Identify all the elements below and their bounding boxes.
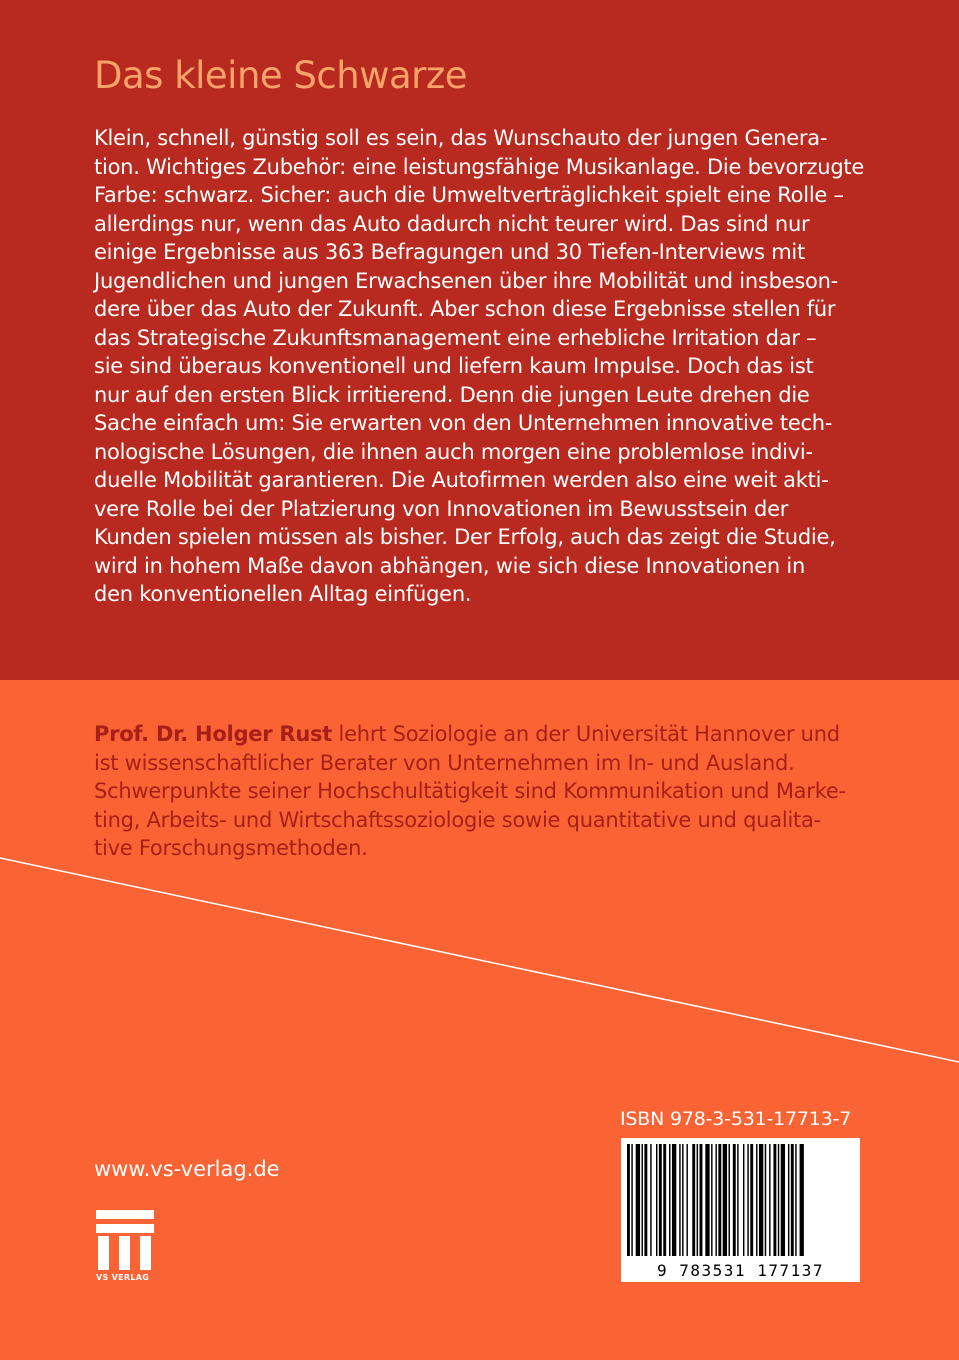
description-line: das Strategische Zukunftsmanagement eine erhebliche Irritation dar – bbox=[94, 325, 817, 350]
description-line: den konventionellen Alltag einfügen. bbox=[94, 582, 472, 606]
author-name: Prof. Dr. Holger Rust bbox=[94, 722, 333, 746]
book-title: Das kleine Schwarze bbox=[94, 54, 468, 97]
description-line: vere Rolle bei der Platzierung von Innovationen im Bewusstsein der bbox=[94, 496, 789, 521]
barcode-bar bbox=[631, 1144, 632, 1256]
barcode-bar bbox=[686, 1144, 687, 1256]
barcode-bar bbox=[682, 1144, 683, 1256]
description-line: einige Ergebnisse aus 363 Befragungen und 30 Tiefen-Interviews mit bbox=[94, 240, 805, 264]
description-line: Sache einfach um: Sie erwarten von den Unternehmen innovative tech- bbox=[94, 411, 833, 435]
author-bio-line: ting, Arbeits- und Wirtschaftssoziologie sowie quantitative und qualita- bbox=[94, 807, 821, 832]
barcode-bar bbox=[795, 1144, 796, 1256]
barcode-bar bbox=[747, 1144, 748, 1256]
author-bio bbox=[94, 720, 846, 863]
description-line: sie sind überaus konventionell und liefern kaum Impulse. Doch das ist bbox=[94, 354, 814, 378]
barcode-bar bbox=[750, 1144, 753, 1256]
barcode-bar bbox=[769, 1144, 770, 1256]
barcode-bar bbox=[729, 1144, 730, 1256]
barcode-bar bbox=[781, 1144, 785, 1256]
author-bio-line: tive Forschungsmethoden. bbox=[94, 836, 368, 860]
description-text bbox=[94, 124, 864, 609]
barcode-bar bbox=[765, 1144, 766, 1256]
description-line: allerdings nur, wenn das Auto dadurch nicht teurer wird. Das sind nur bbox=[94, 211, 810, 236]
author-bio-line: ist wissenschaftlicher Berater von Unternehmen im In- und Ausland. bbox=[94, 750, 795, 775]
barcode-bar bbox=[650, 1144, 651, 1256]
barcode-bar bbox=[692, 1144, 695, 1256]
author-bio-first-line: lehrt Soziologie an der Universität Hannover und bbox=[332, 722, 840, 746]
barcode-bar bbox=[715, 1144, 716, 1256]
barcode-number: 9 783531 177137 bbox=[657, 1261, 824, 1280]
description-line: Jugendlichen und jungen Erwachsenen über ihre Mobilität und insbeson- bbox=[94, 268, 838, 293]
barcode-bar bbox=[669, 1144, 670, 1256]
description-line: dere über das Auto der Zukunft. Aber schon diese Ergebnisse stellen für bbox=[94, 297, 836, 321]
barcode-bar bbox=[723, 1144, 727, 1256]
barcode-bar bbox=[737, 1144, 738, 1256]
barcode-bar bbox=[697, 1144, 698, 1256]
barcode-bar bbox=[756, 1144, 757, 1256]
barcode-bar bbox=[636, 1144, 640, 1256]
barcode-bar bbox=[627, 1144, 630, 1256]
barcode-bar bbox=[642, 1144, 643, 1256]
barcode-bar bbox=[800, 1144, 804, 1256]
barcode-bar bbox=[700, 1144, 703, 1256]
author-bio-line: Schwerpunkte seiner Hochschultätigkeit sind Kommunikation und Marke- bbox=[94, 779, 846, 803]
publisher-website: www.vs-verlag.de bbox=[94, 1157, 280, 1181]
description-line: wird in hohem Maße davon abhängen, wie sich diese Innovationen in bbox=[94, 553, 805, 578]
barcode-bar bbox=[659, 1144, 662, 1256]
publisher-logo-text: VS VERLAG bbox=[96, 1273, 150, 1282]
description-line: Kunden spielen müssen als bisher. Der Erfolg, auch das zeigt die Studie, bbox=[94, 525, 836, 549]
isbn-label: ISBN 978-3-531-17713-7 bbox=[620, 1108, 852, 1130]
barcode-bar bbox=[705, 1144, 709, 1256]
barcode-bar bbox=[718, 1144, 721, 1256]
description-line: duelle Mobilität garantieren. Die Autofirmen werden also eine weit akti- bbox=[94, 468, 829, 492]
barcode-bar bbox=[711, 1144, 712, 1256]
barcode-bar bbox=[759, 1144, 763, 1256]
barcode-bar bbox=[743, 1144, 744, 1256]
author-bio-line bbox=[94, 720, 846, 749]
description-line: nologische Lösungen, die ihnen auch morgen eine problemlose indivi- bbox=[94, 439, 813, 464]
barcode bbox=[621, 1138, 860, 1282]
barcode-bar bbox=[791, 1144, 794, 1256]
description-line: Klein, schnell, günstig soll es sein, das Wunschauto der jungen Genera- bbox=[94, 126, 828, 150]
barcode-bar bbox=[644, 1144, 647, 1256]
barcode-bar bbox=[788, 1144, 789, 1256]
barcode-bar bbox=[773, 1144, 776, 1256]
barcode-bar bbox=[663, 1144, 666, 1256]
barcode-bar bbox=[778, 1144, 779, 1256]
barcode-bar bbox=[733, 1144, 736, 1256]
barcode-bar bbox=[656, 1144, 657, 1256]
description-line: nur auf den ersten Blick irritierend. Denn die jungen Leute drehen die bbox=[94, 382, 810, 407]
barcode-bar bbox=[679, 1144, 680, 1256]
description-line: Farbe: schwarz. Sicher: auch die Umweltverträglichkeit spielt eine Rolle – bbox=[94, 183, 844, 207]
barcode-bar bbox=[672, 1144, 676, 1256]
description-line: tion. Wichtiges Zubehör: eine leistungsfähige Musikanlage. Die bevorzugte bbox=[94, 154, 865, 179]
